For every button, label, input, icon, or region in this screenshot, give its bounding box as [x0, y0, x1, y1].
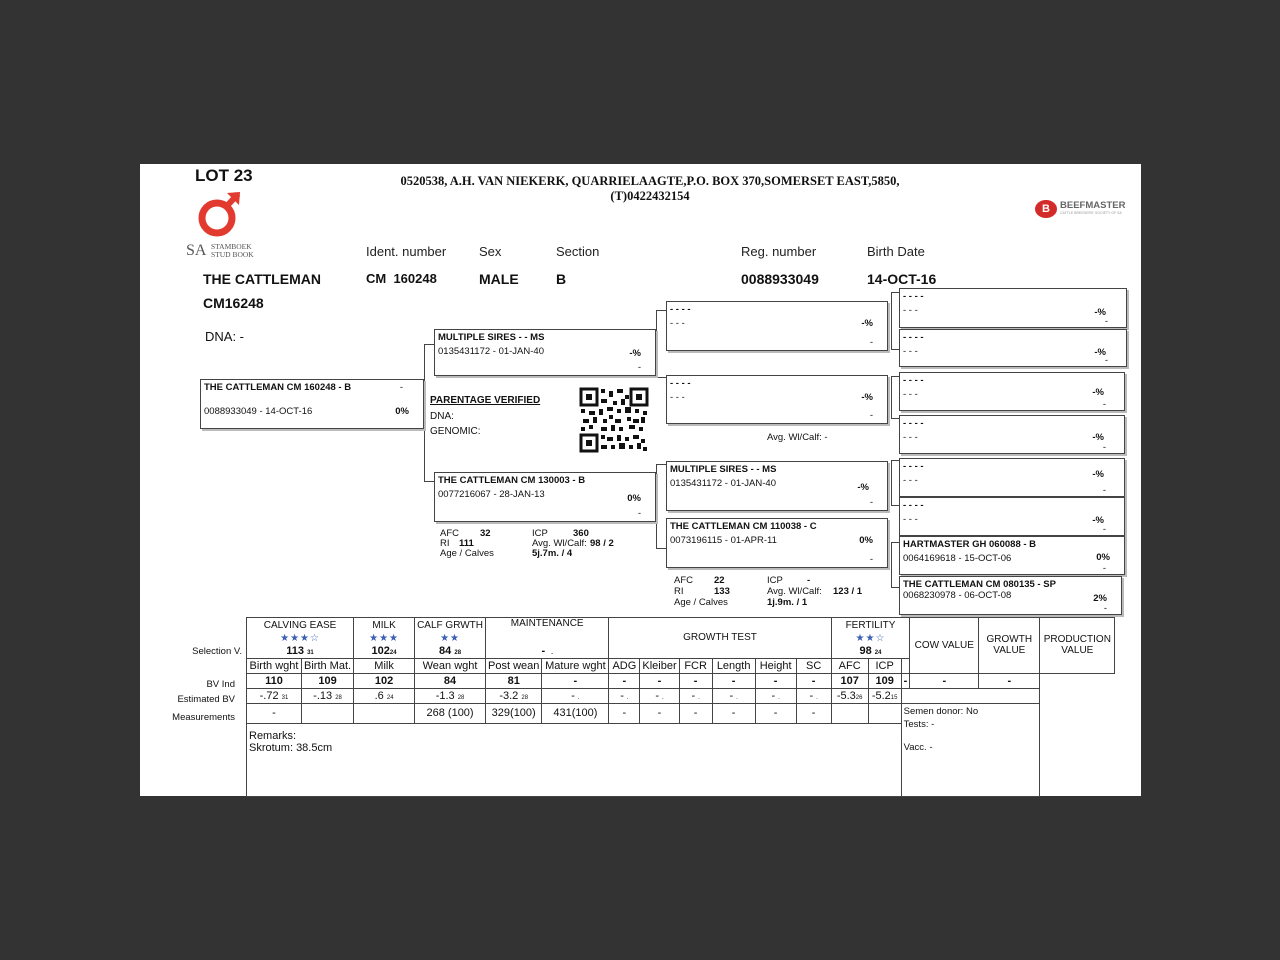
gd-wl-label: Avg. Wl/Calf: [767, 586, 822, 597]
breeder-address: 0520538, A.H. VAN NIEKERK, QUARRIELAAGTE,P.O. BOX 370,SOMERSET EAST,5850, (T)0422432154 [400, 174, 900, 203]
col-birth-maternal: Birth Mat. [302, 658, 354, 673]
connector [656, 464, 657, 548]
gd-afc-label: AFC [674, 575, 693, 586]
growth-value-bv: - [910, 673, 979, 688]
est-cell: -3.2 28 [486, 688, 542, 703]
bv-cell: 102 [354, 673, 415, 688]
est-cell: - . [542, 688, 609, 703]
est-cell: -.72 31 [247, 688, 302, 703]
col-mature-weight: Mature wght [542, 658, 609, 673]
production-value-bv: - [979, 673, 1040, 688]
gd-afc: 22 [714, 575, 725, 586]
bv-cell: - [640, 673, 679, 688]
col-afc: AFC [831, 658, 868, 673]
dam-icp-label: ICP [532, 528, 548, 539]
est-cell: -1.3 28 [415, 688, 486, 703]
section-label: Section [556, 244, 600, 259]
dam-afc: 32 [480, 528, 491, 539]
connector [656, 310, 657, 377]
calf-growth-stars: ★★ [415, 633, 486, 644]
calf-growth-selection: 84 28 [415, 644, 486, 659]
bv-cell: 110 [247, 673, 302, 688]
connector [891, 542, 892, 587]
breeding-values-table [246, 617, 1115, 797]
est-cell: - . [640, 688, 679, 703]
calf-growth-header: CALF GRWTH [415, 618, 486, 633]
meas-cell: - [609, 703, 640, 723]
gd-ri: 133 [714, 586, 730, 597]
dam-ri-label: RI [440, 538, 450, 549]
ident-value: CM 160248 [366, 271, 437, 286]
growth-value-header: GROWTH VALUE [979, 618, 1040, 674]
gd-wl: 123 / 1 [833, 586, 863, 597]
great-grandparent-box: - - - - - - - -% - [899, 329, 1127, 367]
gd-icp: - [807, 575, 811, 586]
measurements-label: Measurements [172, 712, 235, 723]
est-cell: - . [712, 688, 755, 703]
dna-status: DNA: - [205, 329, 244, 344]
est-blank [901, 688, 1040, 703]
ident-label: Ident. number [366, 244, 447, 259]
meas-cell: - [796, 703, 831, 723]
qr-code [579, 387, 649, 453]
col-milk: Milk [354, 658, 415, 673]
est-cell: -5.326 [831, 688, 868, 703]
dam-wl: 98 / 2 [590, 538, 614, 549]
fertility-header: FERTILITY [831, 618, 910, 633]
col-fcr: FCR [679, 658, 712, 673]
col-post-wean: Post wean [486, 658, 542, 673]
great-grandparent-box: HARTMASTER GH 060088 - B 0064169618 - 15-OCT-06 0% - [899, 536, 1125, 575]
meas-cell: 268 (100) [415, 703, 486, 723]
great-grandparent-box: THE CATTLEMAN CM 080135 - SP 0068230978 - 06-OCT-08 2% - [899, 576, 1122, 615]
meas-cell [302, 703, 354, 723]
gd-ri-label: RI [674, 586, 684, 597]
bv-cell: - [609, 673, 640, 688]
maintenance-header: MAINTENANCE [486, 618, 609, 644]
bv-cell: 109 [868, 673, 901, 688]
pedigree-certificate [140, 164, 1141, 796]
col-icp: ICP [868, 658, 901, 673]
fertility-selection: 98 24 [831, 644, 910, 659]
bv-index-label: BV Ind [206, 679, 235, 690]
col-wean-weight: Wean wght [415, 658, 486, 673]
dam-icp: 360 [573, 528, 589, 539]
est-cell: - . [755, 688, 796, 703]
birth-value: 14-OCT-16 [867, 271, 937, 287]
bv-cell: - [679, 673, 712, 688]
meas-cell: 329(100) [486, 703, 542, 723]
col-length: Length [712, 658, 755, 673]
sex-value: MALE [479, 271, 519, 287]
great-grandparent-box: - - - - - - - -% - [899, 372, 1125, 411]
dam-wl-label: Avg. Wl/Calf: [532, 538, 587, 549]
great-grandparent-box: - - - - - - - -% - [899, 497, 1125, 536]
reg-value: 0088933049 [741, 271, 819, 287]
meas-cell: 431(100) [542, 703, 609, 723]
meas-cell: - [755, 703, 796, 723]
great-grandparent-box: - - - - - - - -% - [899, 288, 1127, 328]
bv-cell: - [796, 673, 831, 688]
bv-cell: - [542, 673, 609, 688]
gd-age-label: Age / Calves [674, 597, 728, 608]
granddam-paternal-box: - - - - - - - -% - [666, 375, 888, 424]
maintenance-selection: - . [486, 644, 609, 659]
connector [891, 292, 892, 349]
milk-stars: ★★★ [354, 633, 415, 644]
bv-cell: - [755, 673, 796, 688]
calving-ease-header: CALVING EASE [247, 618, 354, 633]
sire-box: MULTIPLE SIRES - - MS 0135431172 - 01-JAN-40 -% - [434, 329, 656, 376]
gd-icp-label: ICP [767, 575, 783, 586]
great-grandparent-box: - - - - - - - -% - [899, 415, 1125, 454]
cow-value-header: COW VALUE [910, 618, 979, 674]
granddam-paternal-avg: Avg. Wl/Calf: - [767, 432, 828, 443]
col-adg: ADG [609, 658, 640, 673]
est-cell: - . [796, 688, 831, 703]
animal-code: CM16248 [203, 295, 264, 311]
col-height: Height [755, 658, 796, 673]
milk-header: MILK [354, 618, 415, 633]
dam-ri: 111 [459, 538, 474, 549]
parentage-genomic: GENOMIC: [430, 426, 481, 437]
meas-cell [354, 703, 415, 723]
animal-pedigree-box: THE CATTLEMAN CM 160248 - B - 0088933049 - 14-OCT-16 0% [200, 379, 424, 429]
bv-cell: - [712, 673, 755, 688]
lot-number: LOT 23 [195, 166, 253, 185]
col-sc: SC [796, 658, 831, 673]
section-value: B [556, 271, 567, 287]
bv-cell: 84 [415, 673, 486, 688]
col-kleiber: Kleiber [640, 658, 679, 673]
est-cell: -5.215 [868, 688, 901, 703]
dam-age: 5j.7m. / 4 [532, 548, 573, 559]
production-value-header: PRODUCTION VALUE [1040, 618, 1115, 674]
great-grandparent-box: - - - - - - - -% - [899, 458, 1125, 497]
meas-cell [831, 703, 868, 723]
fertility-stars: ★★☆ [831, 633, 910, 644]
reg-label: Reg. number [741, 244, 817, 259]
semen-info: Semen donor: No Tests: - Vacc. - [901, 703, 1040, 796]
parentage-dna: DNA: [430, 411, 454, 422]
meas-cell: - [247, 703, 302, 723]
est-cell: -.13 28 [302, 688, 354, 703]
growth-test-header: GROWTH TEST [609, 618, 831, 659]
selection-label: Selection V. [192, 646, 242, 657]
est-cell: - . [679, 688, 712, 703]
connector [424, 344, 425, 481]
col-birth-weight: Birth wght [247, 658, 302, 673]
animal-name: THE CATTLEMAN [203, 271, 321, 287]
remarks-section: Remarks: Skrotum: 38.5cm [247, 723, 902, 796]
beefmaster-logo: B BEEFMASTER CATTLE BREEDERS' SOCIETY OF SA [1035, 199, 1137, 221]
birth-label: Birth Date [867, 244, 925, 259]
estimated-bv-label: Estimated BV [177, 694, 235, 705]
gd-age: 1j.9m. / 1 [767, 597, 808, 608]
male-symbol-icon [194, 190, 254, 238]
connector [891, 376, 892, 418]
meas-cell [868, 703, 901, 723]
est-cell: .6 24 [354, 688, 415, 703]
meas-cell: - [679, 703, 712, 723]
sa-stud-book-logo: SA STAMBOEK STUD BOOK [184, 190, 260, 260]
bv-cell: 109 [302, 673, 354, 688]
dam-afc-label: AFC [440, 528, 459, 539]
cow-value-bv: - [901, 673, 910, 688]
est-cell: - . [609, 688, 640, 703]
dam-age-label: Age / Calves [440, 548, 494, 559]
meas-cell: - [640, 703, 679, 723]
granddam-maternal-box: THE CATTLEMAN CM 110038 - C 0073196115 - 01-APR-11 0% - [666, 518, 888, 568]
parentage-verified: PARENTAGE VERIFIED [430, 395, 541, 406]
calving-ease-selection: 113 31 [247, 644, 354, 659]
connector [891, 460, 892, 505]
dam-box: THE CATTLEMAN CM 130003 - B 0077216067 - 28-JAN-13 0% - [434, 472, 656, 522]
grandsire-maternal-box: MULTIPLE SIRES - - MS 0135431172 - 01-JAN-40 -% - [666, 461, 888, 511]
calving-ease-stars: ★★★☆ [247, 633, 354, 644]
meas-cell: - [712, 703, 755, 723]
bv-cell: 81 [486, 673, 542, 688]
bv-cell: 107 [831, 673, 868, 688]
milk-selection: 10224 [354, 644, 415, 659]
sex-label: Sex [479, 244, 502, 259]
grandsire-paternal-box: - - - - - - - -% - [666, 301, 888, 351]
